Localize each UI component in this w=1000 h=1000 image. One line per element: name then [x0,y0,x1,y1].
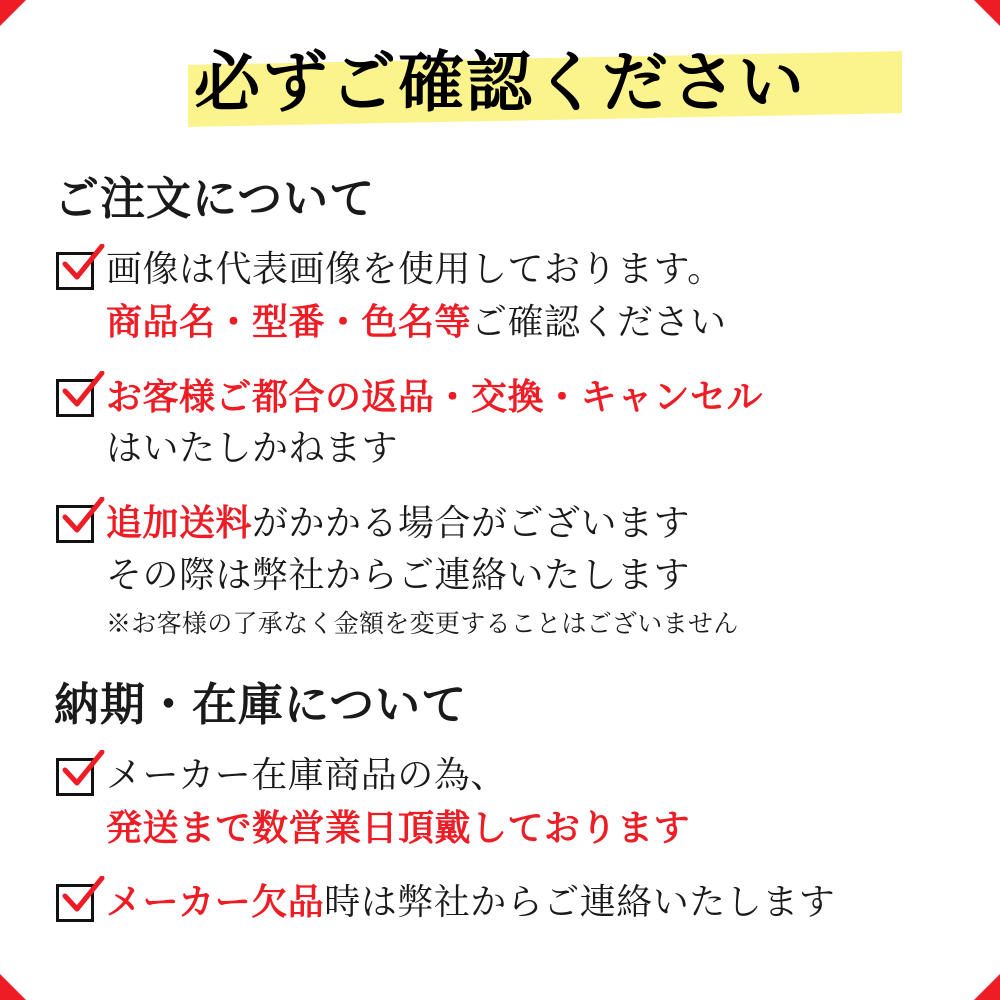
list-item-line [106,876,958,929]
list-item-text [106,750,958,854]
list-item [56,371,958,475]
list-item-line: はいたしかねます [106,428,399,469]
plain-text: がかかる場合がございます [252,503,691,544]
list-item [56,876,958,929]
checkbox-checked-icon [56,505,94,543]
list-item-line: その際は弊社からご連絡いたします [106,555,691,596]
list-item-line [106,296,958,349]
list-item [56,750,958,854]
list-item-text [106,497,958,644]
emphasis-text: 追加送料 [106,502,253,544]
plain-text: 時は弊社からご連絡いたします [324,882,836,923]
page-title: 必ずご確認ください [194,43,806,121]
section-heading-orders: ご注文について [54,172,376,225]
list-item-line [106,497,958,550]
list-item-line: メーカー在庫商品の為、 [106,755,507,796]
check-mark-icon [61,497,105,537]
banner [42,34,958,142]
check-mark-icon [61,876,105,916]
list-item-text [106,371,958,475]
emphasis-text: メーカー欠品 [106,881,325,923]
checkbox-checked-icon [56,758,94,796]
list-item-text [106,244,958,349]
checkbox-checked-icon [56,884,94,922]
section-heading-delivery: 納期・在庫について [54,678,468,731]
checkbox-checked-icon [56,379,94,417]
plain-text: ご確認ください [471,302,727,343]
list-item-line: お客様ご都合の返品・交換・キャンセル [106,376,764,418]
list-item [56,497,958,644]
list-item-text [106,876,958,929]
check-mark-icon [61,371,105,411]
check-mark-icon [61,750,105,790]
emphasis-text: 商品名・型番・色名等 [106,301,472,343]
list-item-line: 画像は代表画像を使用しております。 [106,249,724,290]
checkbox-checked-icon [56,252,94,290]
list-item-note: ※お客様の了承なく金額を変更することはございません [106,609,739,638]
list-item [56,244,958,349]
check-mark-icon [61,244,105,284]
list-item-line: 発送まで数営業日頂戴しております [106,807,691,849]
